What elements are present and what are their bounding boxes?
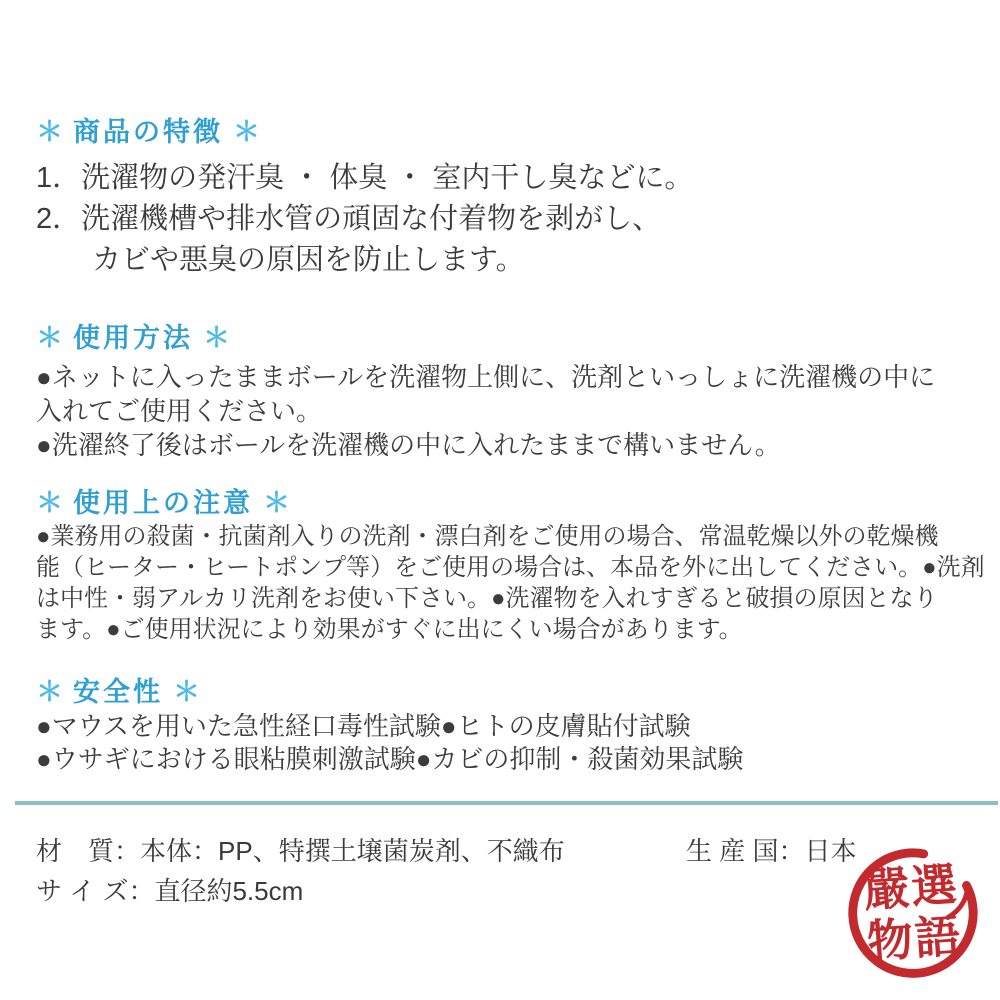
spec-origin	[686, 831, 856, 868]
asterisk-mark: ＊	[36, 117, 63, 147]
asterisk-mark: ＊	[36, 488, 63, 518]
text-line: ます。●ご使用状況により効果がすぐに出にくい場合があります。	[36, 616, 743, 643]
size-value: 直径約5.5cm	[154, 876, 304, 906]
usage-heading-label: 使用方法	[73, 323, 193, 353]
spec-material-row	[36, 831, 857, 868]
origin-value: 日本	[804, 836, 857, 866]
features-text	[36, 158, 693, 281]
origin-label: 生 産 国：	[686, 836, 805, 866]
asterisk-mark: ＊	[36, 323, 63, 353]
features-heading-label: 商品の特徴	[73, 117, 223, 147]
safety-heading-label: 安全性	[73, 677, 163, 707]
text-line: 能（ヒーター・ヒートポンプ等）をご使用の場合は、本品を外に出してください。●洗剤	[36, 554, 985, 581]
safety-heading	[36, 670, 200, 709]
text-line: ●洗濯終了後はボールを洗濯機の中に入れたままで構いません。	[36, 430, 781, 460]
usage-text	[36, 360, 935, 462]
text-line: 1．洗濯物の発汗臭 ・ 体臭 ・ 室内干し臭などに。	[36, 162, 694, 194]
text-line: は中性・弱アルカリ洗剤をお使い下さい。●洗濯物を入れすぎると破損の原因となり	[36, 585, 938, 612]
caution-heading	[36, 481, 290, 520]
text-line: カビや悪臭の原因を防止します。	[92, 244, 525, 276]
features-heading	[36, 110, 260, 149]
asterisk-mark: ＊	[263, 488, 290, 518]
text-line: 入れてご使用ください。	[36, 396, 323, 426]
caution-heading-label: 使用上の注意	[73, 488, 253, 518]
spec-size-row	[36, 871, 303, 908]
material-value: 本体：PP、特撰土壌菌炭剤、不織布	[140, 836, 565, 866]
text-line: ●ネットに入ったままボールを洗濯物上側に、洗剤といっしょに洗濯機の中に	[36, 362, 936, 392]
brand-stamp-seal	[834, 834, 992, 992]
text-line: ●マウスを用いた急性経口毒性試験●ヒトの皮膚貼付試験	[36, 711, 691, 741]
stamp-text-bottom: 物語	[865, 908, 964, 969]
asterisk-mark: ＊	[233, 117, 260, 147]
text-line: ●ウサギにおける眼粘膜刺激試験●カビの抑制・殺菌効果試験	[36, 744, 744, 774]
asterisk-mark: ＊	[36, 677, 63, 707]
size-label: サ イ ズ：	[36, 876, 155, 906]
stamp-text-top: 嚴選	[862, 856, 961, 918]
asterisk-mark: ＊	[203, 323, 230, 353]
divider-line	[15, 801, 998, 805]
caution-text	[36, 521, 985, 645]
stamp-icon	[834, 834, 992, 992]
asterisk-mark: ＊	[173, 677, 200, 707]
safety-text	[36, 710, 743, 776]
text-line: 2．洗濯機槽や排水管の頑固な付着物を剥がし、	[36, 203, 662, 235]
material-label: 材 質：	[36, 836, 141, 866]
text-line: ●業務用の殺菌・抗菌剤入りの洗剤・漂白剤をご使用の場合、常温乾燥以外の乾燥機	[36, 523, 939, 550]
usage-heading	[36, 316, 230, 355]
